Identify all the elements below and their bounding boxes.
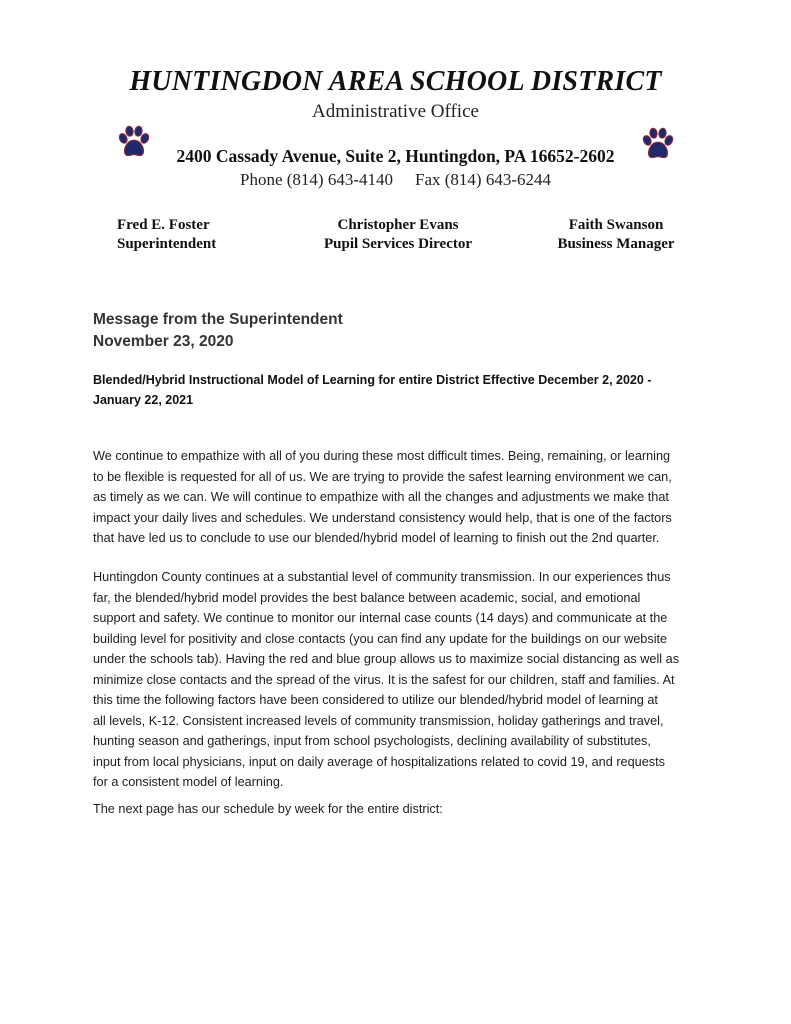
paragraph-line: impact your daily lives and schedules. We understand consistency would help, that is one of the factors: [93, 510, 672, 525]
paragraph-line: that have led us to conclude to use our blended/hybrid model of learning to finish out the 2nd quarter.: [93, 531, 660, 545]
subject-line: January 22, 2021: [93, 393, 194, 407]
staff-role: Business Manager: [557, 236, 675, 252]
message-subject: [93, 370, 693, 410]
body-paragraph-2: [93, 567, 705, 793]
paragraph-line: Huntingdon County continues at a substantial level of community transmission. In our experiences thus: [93, 570, 671, 584]
contact-numbers: [0, 170, 791, 190]
address: 2400 Cassady Avenue, Suite 2, Huntingdon, PA 16652-2602: [176, 146, 615, 166]
staff-role: Pupil Services Director: [323, 236, 472, 252]
paragraph-line: this time the following factors have been considered to utilize our blended/hybrid model of learning at: [93, 693, 658, 707]
phone-number: Phone (814) 643-4140: [240, 170, 393, 189]
paragraph-line: far, the blended/hybrid model provides the best balance between academic, social, and emotional: [93, 590, 641, 605]
body-paragraph-1: [93, 446, 705, 549]
paragraph-line: We continue to empathize with all of you during these most difficult times. Being, remaining, or learning: [93, 449, 671, 463]
fax-number: Fax (814) 643-6244: [415, 170, 551, 189]
staff-role: Superintendent: [117, 236, 217, 252]
paragraph-line: all levels, K-12. Consistent increased levels of community transmission, holiday gatherings and travel,: [93, 713, 664, 728]
subject-line: Blended/Hybrid Instructional Model of Learning for entire District Effective December 2, 2020 -: [93, 373, 652, 387]
district-title: HUNTINGDON AREA SCHOOL DISTRICT: [129, 66, 662, 97]
paragraph-line: as timely as we can. We will continue to empathize with all the changes and adjustments we make that: [93, 490, 669, 504]
paragraph-line: for a consistent model of learning.: [93, 775, 284, 789]
staff-name: Fred E. Foster: [117, 217, 210, 233]
paragraph-line: support and safety. We continue to monitor our internal case counts (14 days) and communicate at the: [93, 611, 668, 625]
message-date: November 23, 2020: [93, 333, 234, 350]
body-paragraph-3: [93, 799, 705, 820]
office-subtitle: Administrative Office: [312, 101, 479, 122]
message-heading: Message from the Superintendent: [93, 311, 343, 328]
paragraph-line: hunting season and gatherings, input from school psychologists, declining availability of substitutes,: [93, 734, 651, 748]
staff-name: Faith Swanson: [568, 217, 664, 233]
staff-name: Christopher Evans: [337, 217, 459, 233]
paragraph-line: building level for positivity and close contacts (you can find any update for the buildings on our website: [93, 631, 668, 646]
paragraph-line: The next page has our schedule by week for the entire district:: [93, 802, 443, 816]
paragraph-line: minimize close contacts and the spread of the virus. It is the safest for our children, staff and families. At: [93, 672, 675, 687]
staff-business-manager: [548, 216, 684, 254]
paragraph-line: to be flexible is requested for all of us. We are trying to provide the safest learning environment we can,: [93, 469, 672, 484]
message-heading-block: [93, 309, 343, 353]
staff-superintendent: [117, 216, 216, 254]
paragraph-line: under the schools tab). Having the red and blue group allows us to maximize social distancing as well as: [93, 652, 680, 666]
paragraph-line: input from local physicians, input on daily average of hospitalizations related to covid 19, and requests: [93, 754, 665, 769]
staff-pupil-services: [316, 216, 480, 254]
